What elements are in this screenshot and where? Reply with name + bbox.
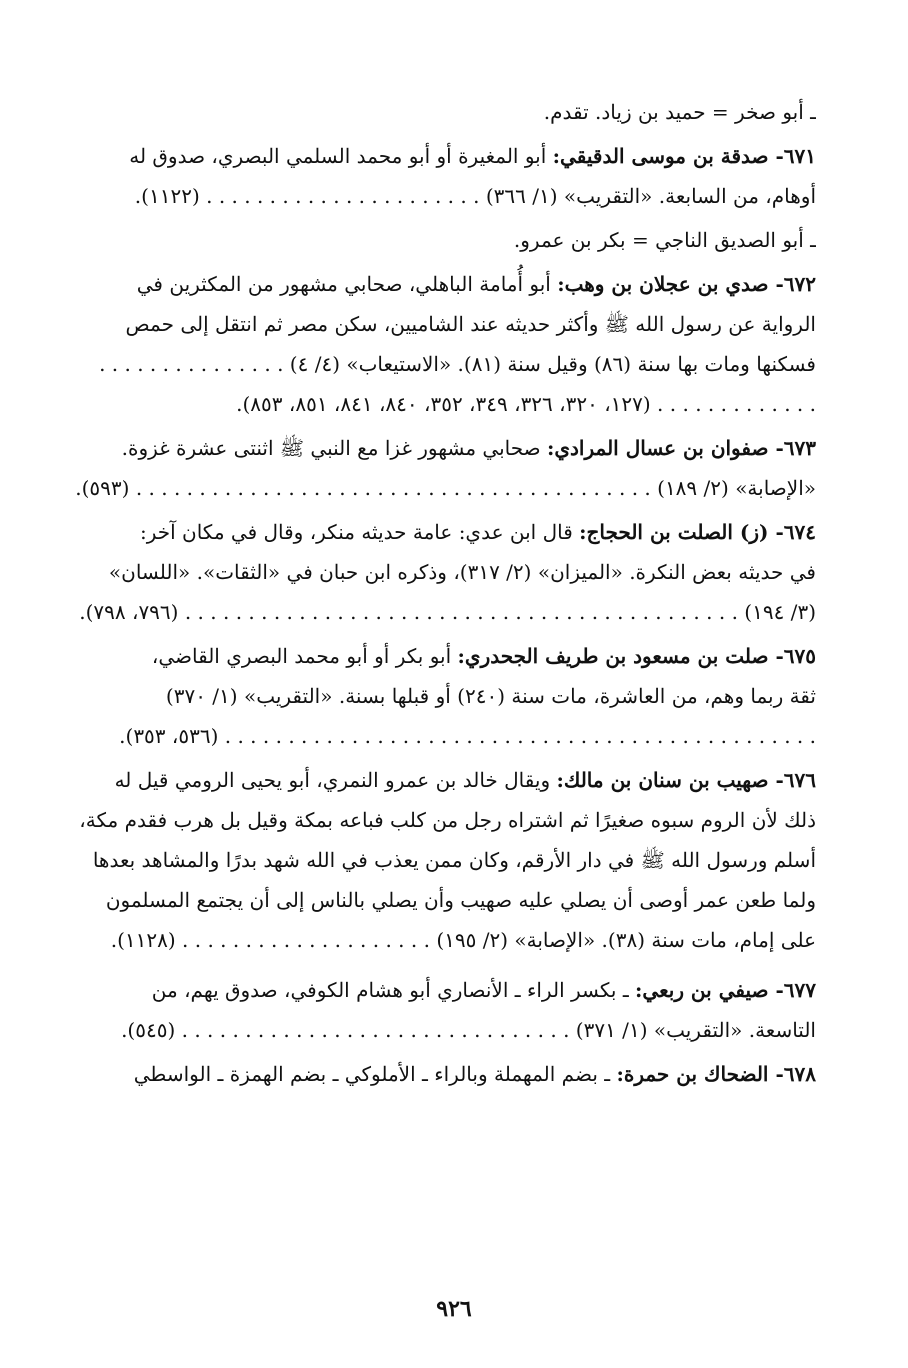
entry-671: [62, 136, 816, 216]
text-line: الرواية عن رسول الله ﷺ وأكثر حديثه عند الشاميين، سكن مصر ثم انتقل إلى حمص: [125, 312, 816, 336]
text-line: أسلم ورسول الله ﷺ في دار الأرقم، وكان ممن يعذب في الله شهد بدرًا والمشاهد بعدها: [92, 848, 816, 872]
text-line: ولما طعن عمر أوصى أن يصلي عليه صهيب وأن يصلي بالناس إلى أن يجتمع المسلمون: [105, 888, 816, 912]
text-line: . . . . . . . . . . . . . . . . . . . . . . . . . . . . . . . . . . . . . . . . . . . . . . . (٥٣٦، ٣٥٣).: [119, 724, 816, 748]
text-line: . . . . . . . . . . . . . (١٢٧، ٣٢٠، ٣٢٦، ٣٤٩، ٣٥٢، ٨٤٠، ٨٤١، ٨٥١، ٨٥٣).: [236, 392, 816, 416]
entry-676: [62, 760, 816, 960]
entry-672: [62, 264, 816, 424]
entry-673: [62, 428, 816, 508]
text-line: صحابي مشهور غزا مع النبي ﷺ اثنتى عشرة غزوة.: [121, 436, 547, 460]
text-line: أوهام، من السابعة. «التقريب» (١/ ٣٦٦) . . . . . . . . . . . . . . . . . . . . . . (١١٢٢).: [134, 184, 816, 208]
text-line: قال ابن عدي: عامة حديثه منكر، وقال في مكان آخر:: [139, 520, 580, 544]
text-line: «الإصابة» (٢/ ١٨٩) . . . . . . . . . . . . . . . . . . . . . . . . . . . . . . . . . . . . . . . . . (٥٩٣).: [75, 476, 816, 500]
text-line: أبو المغيرة أو أبو محمد السلمي البصري، صدوق له: [129, 144, 553, 168]
entry-heading: ٦٧٣- صفوان بن عسال المرادي:: [546, 436, 816, 460]
text-line: ـ بكسر الراء ـ الأنصاري أبو هشام الكوفي، صدوق يهم، من: [151, 978, 636, 1002]
entry-678: [62, 1054, 816, 1094]
text-line: ـ أبو الصديق الناجي = بكر بن عمرو.: [513, 228, 816, 252]
text-line: ـ بضم المهملة وبالراء ـ الأملوكي ـ بضم الهمزة ـ الواسطي: [133, 1062, 617, 1086]
entry-heading: ٦٧٧- صيفي بن ربعي:: [635, 978, 816, 1002]
entry-heading: ٦٧٢- صدي بن عجلان بن وهب:: [557, 272, 816, 296]
entry-heading: ٦٧٤- (ز) الصلت بن الحجاج:: [579, 520, 816, 544]
text-line: (٣/ ١٩٤) . . . . . . . . . . . . . . . . . . . . . . . . . . . . . . . . . . . . . . . . . . . . (٧٩٦، ٧٩٨).: [79, 600, 816, 624]
entry-heading: ٦٧١- صدقة بن موسى الدقيقي:: [552, 144, 816, 168]
page-body: [62, 92, 816, 1098]
text-line: ذلك لأن الروم سبوه صغيرًا ثم اشتراه رجل من كلب فباعه بمكة وقيل بل هرب فقدم مكة،: [79, 808, 816, 832]
entry-674: [62, 512, 816, 632]
page-number: ٩٢٦: [436, 1296, 472, 1322]
text-line: ثقة ربما وهم، من العاشرة، مات سنة (٢٤٠) أو قبلها بسنة. «التقريب» (١/ ٣٧٠): [165, 684, 816, 708]
text-line: على إمام، مات سنة (٣٨). «الإصابة» (٢/ ١٩٥) . . . . . . . . . . . . . . . . . . . . (١١٢٨).: [110, 928, 816, 952]
entry-677: [62, 970, 816, 1050]
text-line: أبو أُمامة الباهلي، صحابي مشهور من المكثرين في: [136, 272, 558, 296]
cross-reference: [62, 92, 816, 132]
text-line: ويقال خالد بن عمرو النمري، أبو يحيى الرومي قيل له: [114, 768, 557, 792]
text-line: فسكنها ومات بها سنة (٨٦) وقيل سنة (٨١). «الاستيعاب» (٤/ ٤) . . . . . . . . . . . . . . .: [99, 352, 816, 376]
text-line: في حديثه بعض النكرة. «الميزان» (٢/ ٣١٧)، وذكره ابن حبان في «الثقات». «اللسان»: [108, 560, 816, 584]
text-line: أبو بكر أو أبو محمد البصري القاضي،: [151, 644, 458, 668]
entry-675: [62, 636, 816, 756]
text-line: ـ أبو صخر = حميد بن زياد. تقدم.: [543, 100, 816, 124]
entry-heading: ٦٧٨- الضحاك بن حمرة:: [616, 1062, 816, 1086]
entry-heading: ٦٧٥- صلت بن مسعود بن طريف الجحدري:: [457, 644, 816, 668]
entry-heading: ٦٧٦- صهيب بن سنان بن مالك:: [556, 768, 816, 792]
cross-reference: [62, 220, 816, 260]
text-line: التاسعة. «التقريب» (١/ ٣٧١) . . . . . . . . . . . . . . . . . . . . . . . . . . . . . . . (٥٤٥).: [121, 1018, 816, 1042]
